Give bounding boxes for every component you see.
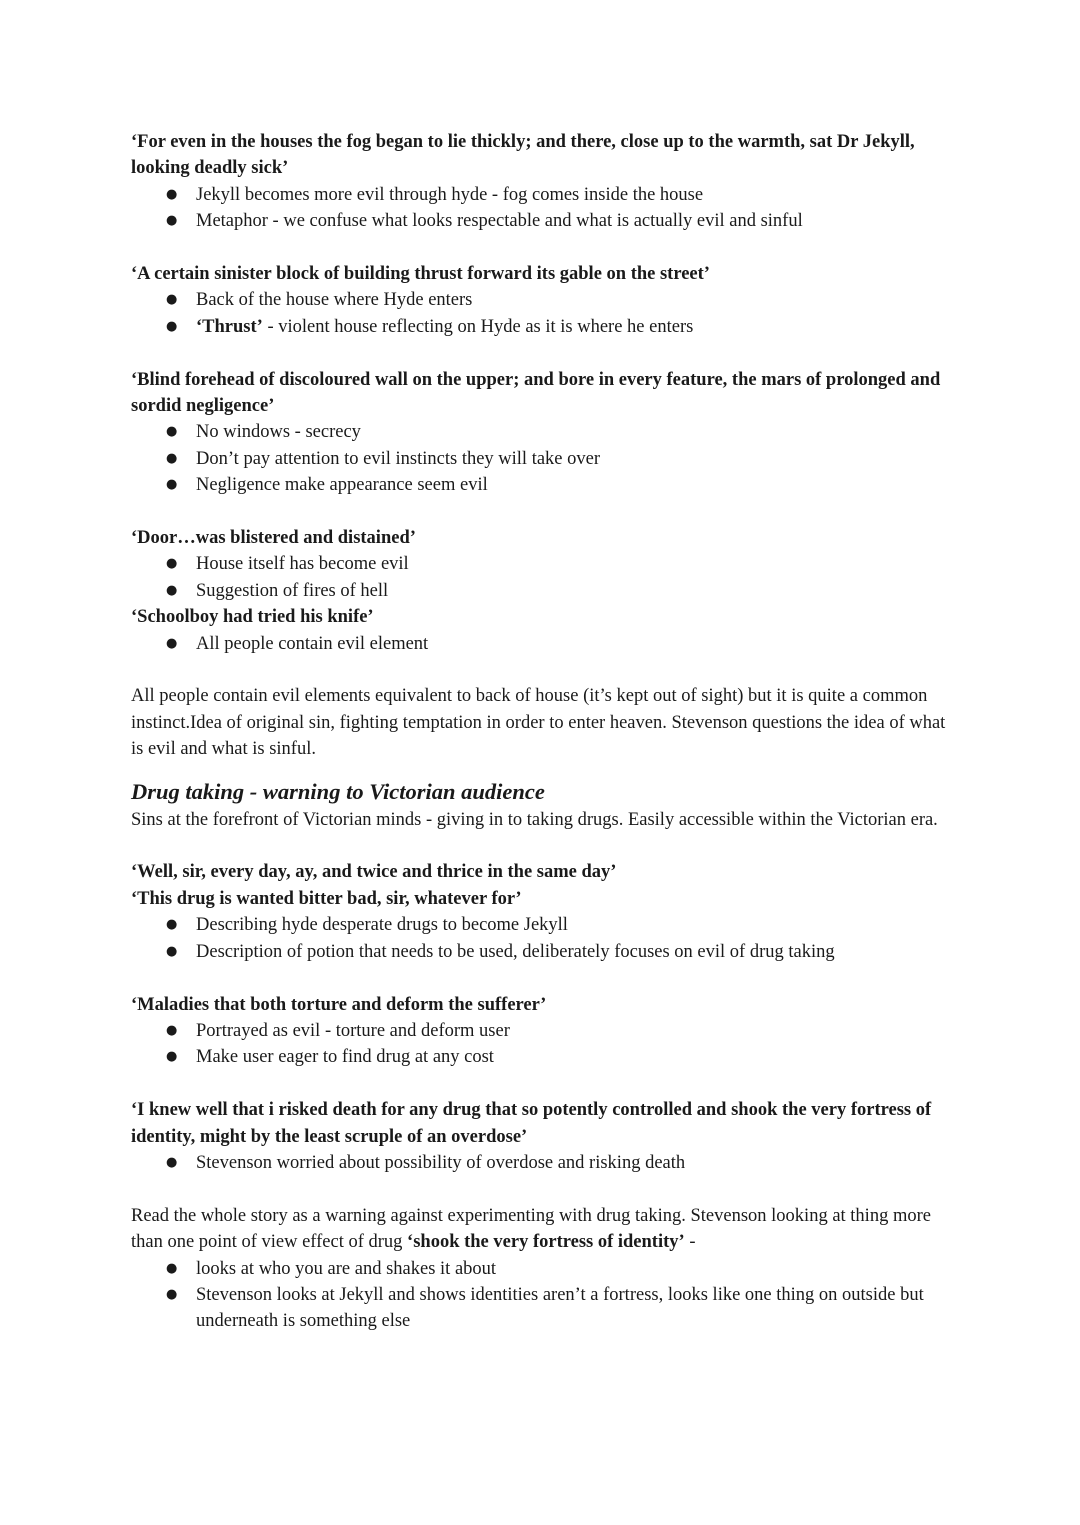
bullet-list-risked-death <box>131 1150 961 1176</box>
list-item: ● No windows - secrecy <box>196 419 961 445</box>
list-item: ● Back of the house where Hyde enters <box>196 287 961 313</box>
list-item: ● looks at who you are and shakes it about <box>196 1256 961 1282</box>
warning-quote: ‘shook the very fortress of identity’ <box>407 1232 685 1253</box>
list-item <box>196 314 961 340</box>
list-item: ● Stevenson worried about possibility of overdose and risking death <box>196 1150 961 1176</box>
thrust-explanation: - violent house reflecting on Hyde as it is where he enters <box>262 316 694 337</box>
warning-text: Read the whole story as a warning against experimenting with drug taking. Stevenson looking at thing more than one point of view effect of drug <box>131 1205 931 1253</box>
quote-schoolboy: ‘Schoolboy had tried his knife’ <box>131 607 374 628</box>
quote-fog: ‘For even in the houses the fog began to lie thickly; and there, close up to the warmth, sat Dr Jekyll, looking deadly sick’ <box>131 132 915 179</box>
quote-door: ‘Door…was blistered and distained’ <box>131 528 416 549</box>
bullet-list-schoolboy <box>131 631 961 657</box>
list-item: ● Don’t pay attention to evil instincts they will take over <box>196 446 961 472</box>
quote-sinister-block: ‘A certain sinister block of building thrust forward its gable on the street’ <box>131 264 710 285</box>
list-item: ● House itself has become evil <box>196 551 961 577</box>
bullet-list-fog <box>131 182 961 235</box>
bullet-list-sinister-block <box>131 287 961 340</box>
list-item: ● Make user eager to find drug at any cost <box>196 1044 961 1070</box>
list-item: ● Describing hyde desperate drugs to become Jekyll <box>196 912 961 938</box>
bullet-list-warning <box>131 1256 961 1335</box>
list-item: ● Suggestion of fires of hell <box>196 578 961 604</box>
quote-blind-forehead: ‘Blind forehead of discoloured wall on the upper; and bore in every feature, the mars of prolonged and sordid negligence’ <box>131 369 941 417</box>
list-item: ● Negligence make appearance seem evil <box>196 472 961 498</box>
list-item: ● All people contain evil element <box>196 631 961 657</box>
paragraph-victorian-sins: Sins at the forefront of Victorian minds - giving in to taking drugs. Easily accessible within the Victorian era. <box>131 809 938 830</box>
bullet-list-blind-forehead <box>131 419 961 498</box>
quote-maladies: ‘Maladies that both torture and deform the sufferer’ <box>131 994 547 1015</box>
document-body <box>131 129 961 1335</box>
quote-risked-death: ‘I knew well that i risked death for any drug that so potently controlled and shook the very fortress of identity, might by the least scruple of an overdose’ <box>131 1100 932 1147</box>
bullet-list-maladies <box>131 1018 961 1071</box>
list-item: ● Stevenson looks at Jekyll and shows identities aren’t a fortress, looks like one thing on outside but underneath is something else <box>196 1282 961 1335</box>
thrust-term: ‘Thrust’ <box>196 316 263 337</box>
section-heading-drug-taking: Drug taking - warning to Victorian audience <box>131 778 545 804</box>
list-item: ● Description of potion that needs to be used, deliberately focuses on evil of drug taking <box>196 939 961 965</box>
list-item: ● Metaphor - we confuse what looks respectable and what is actually evil and sinful <box>196 208 961 234</box>
warning-tail: - <box>684 1232 696 1253</box>
paragraph-warning <box>131 1203 961 1256</box>
quote-drug-wanted: ‘This drug is wanted bitter bad, sir, whatever for’ <box>131 888 522 909</box>
bullet-list-door <box>131 551 961 604</box>
paragraph-evil-elements: All people contain evil elements equivalent to back of house (it’s kept out of sight) but it is quite a common instinct.Idea of original sin, fighting temptation in order to enter heaven. Stevenson questions the idea of what is evil and what is sinful. <box>131 686 946 760</box>
list-item: ● Jekyll becomes more evil through hyde - fog comes inside the house <box>196 182 961 208</box>
quote-every-day: ‘Well, sir, every day, ay, and twice and thrice in the same day’ <box>131 862 617 883</box>
bullet-list-drug-wanted <box>131 912 961 965</box>
list-item: ● Portrayed as evil - torture and deform user <box>196 1018 961 1044</box>
